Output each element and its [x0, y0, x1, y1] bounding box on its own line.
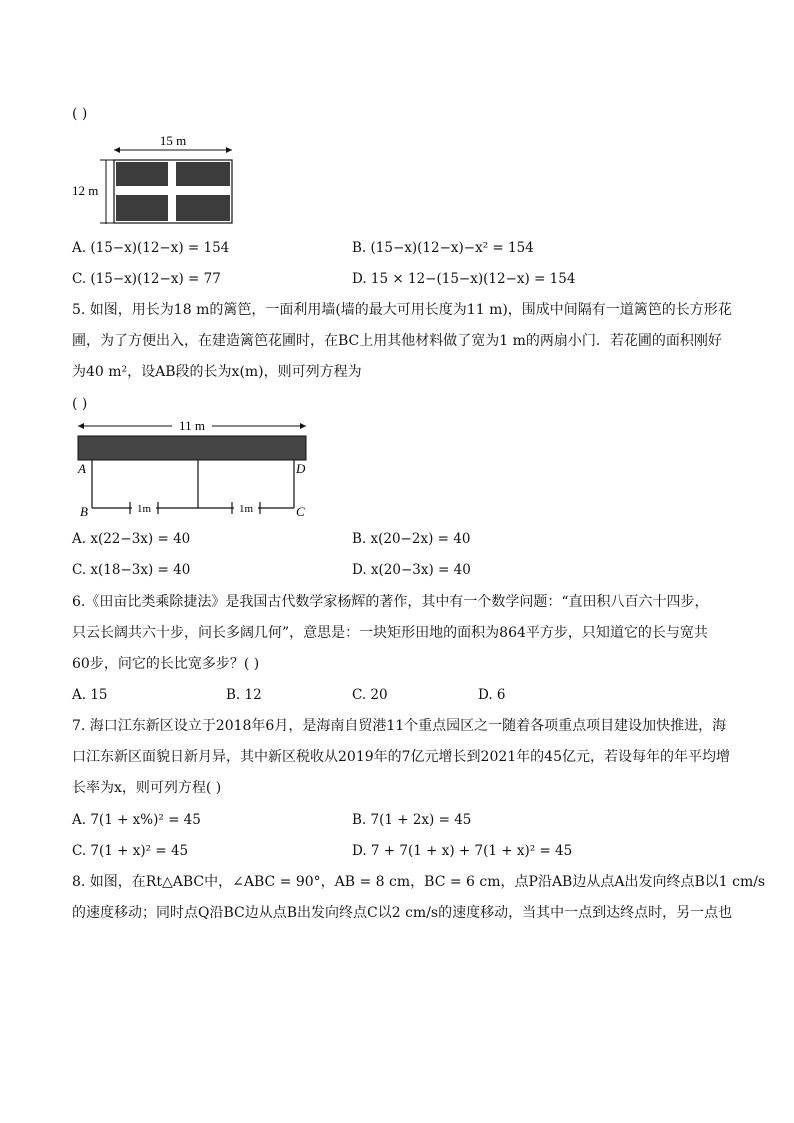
q6-option-d[interactable]: D. 6: [478, 687, 506, 703]
q4-arrow-right: [226, 147, 232, 153]
q5-label-b: B: [80, 504, 88, 519]
q7-text-line-3: 长率为x，则可列方程( ): [72, 780, 222, 796]
q5-option-c[interactable]: C. x(18−3x) = 40: [72, 562, 191, 578]
q5-door-1-label: 1m: [136, 503, 152, 515]
q4-option-b[interactable]: B. (15−x)(12−x)−x² = 154: [352, 240, 534, 256]
q4-width-label: 15 m: [159, 133, 187, 148]
q5-door-2-label: 1m: [238, 503, 254, 515]
q5-option-d[interactable]: D. x(20−3x) = 40: [352, 562, 471, 578]
q5-answer-paren: ( ): [72, 396, 88, 412]
q6-option-a[interactable]: A. 15: [72, 687, 108, 703]
q5-text-line-3: 为40 m²，设AB段的长为x(m)，则可列方程为: [72, 364, 362, 380]
q7-option-d[interactable]: D. 7 + 7(1 + x) + 7(1 + x)² = 45: [352, 843, 573, 859]
q7-option-c[interactable]: C. 7(1 + x)² = 45: [72, 843, 189, 859]
q6-text-line-2: 只云长阔共六十步，问长多阔几何”，意思是：一块矩形田地的面积为864平方步，只知道它的长与宽共: [72, 625, 708, 641]
q7-option-b[interactable]: B. 7(1 + 2x) = 45: [352, 812, 472, 828]
q6-text-line-3: 60步，问它的长比宽多步？( ): [72, 656, 260, 672]
q6-text-line-1: 6.《田亩比类乘除捷法》是我国古代数学家杨辉的著作，其中有一个数学问题：“直田积八百六十四步，: [72, 594, 709, 610]
q7-text-line-2: 口江东新区面貌日新月异，其中新区税收从2019年的7亿元增长到2021年的45亿元，若设每年的年平均增: [72, 749, 730, 765]
q6-option-b[interactable]: B. 12: [226, 687, 262, 703]
q5-wall: [78, 436, 306, 460]
q4-option-c[interactable]: C. (15−x)(12−x) = 77: [72, 271, 221, 287]
q4-height-label: 12 m: [72, 183, 99, 198]
q4-plot-bottom-left: [116, 195, 168, 221]
q5-option-a[interactable]: A. x(22−3x) = 40: [72, 531, 191, 547]
q4-option-d[interactable]: D. 15 × 12−(15−x)(12−x) = 154: [352, 271, 576, 287]
q8-text-line-2: 的速度移动；同时点Q沿BC边从点B出发向终点C以2 cm/s的速度移动，当其中一点到达终点时，另一点也: [72, 905, 733, 921]
q5-option-b[interactable]: B. x(20−2x) = 40: [352, 531, 471, 547]
q4-plot-top-left: [116, 162, 168, 186]
q4-figure-garden: [70, 128, 250, 228]
q4-arrow-left: [114, 147, 120, 153]
q5-figure-fence: [72, 416, 322, 520]
q5-text-line-1: 5. 如图，用长为18 m的篱笆，一面利用墙(墙的最大可用长度为11 m)，围成中间隔有一道篱笆的长方形花: [72, 302, 732, 318]
q6-option-c[interactable]: C. 20: [352, 687, 388, 703]
q8-text-line-1: 8. 如图，在Rt△ABC中，∠ABC = 90°，AB = 8 cm，BC = 6 cm，点P沿AB边从点A出发向终点B以1 cm/s: [72, 874, 766, 890]
q4-plot-top-right: [176, 162, 230, 186]
q7-option-a[interactable]: A. 7(1 + x%)² = 45: [72, 812, 201, 828]
q4-plot-bottom-right: [176, 195, 230, 221]
q5-wall-length-label: 11 m: [179, 418, 205, 433]
q5-label-a: A: [78, 461, 86, 476]
q4-option-a[interactable]: A. (15−x)(12−x) = 154: [72, 240, 230, 256]
q5-label-d: D: [296, 461, 306, 476]
q5-label-c: C: [296, 504, 305, 519]
q4-answer-paren: ( ): [72, 106, 88, 122]
q7-text-line-1: 7. 海口江东新区设立于2018年6月，是海南自贸港11个重点园区之一随着各项重点项目建设加快推进，海: [72, 718, 727, 734]
q5-text-line-2: 圃，为了方便出入，在建造篱笆花圃时，在BC上用其他材料做了宽为1 m的两扇小门．若花圃的面积刚好: [72, 333, 722, 349]
